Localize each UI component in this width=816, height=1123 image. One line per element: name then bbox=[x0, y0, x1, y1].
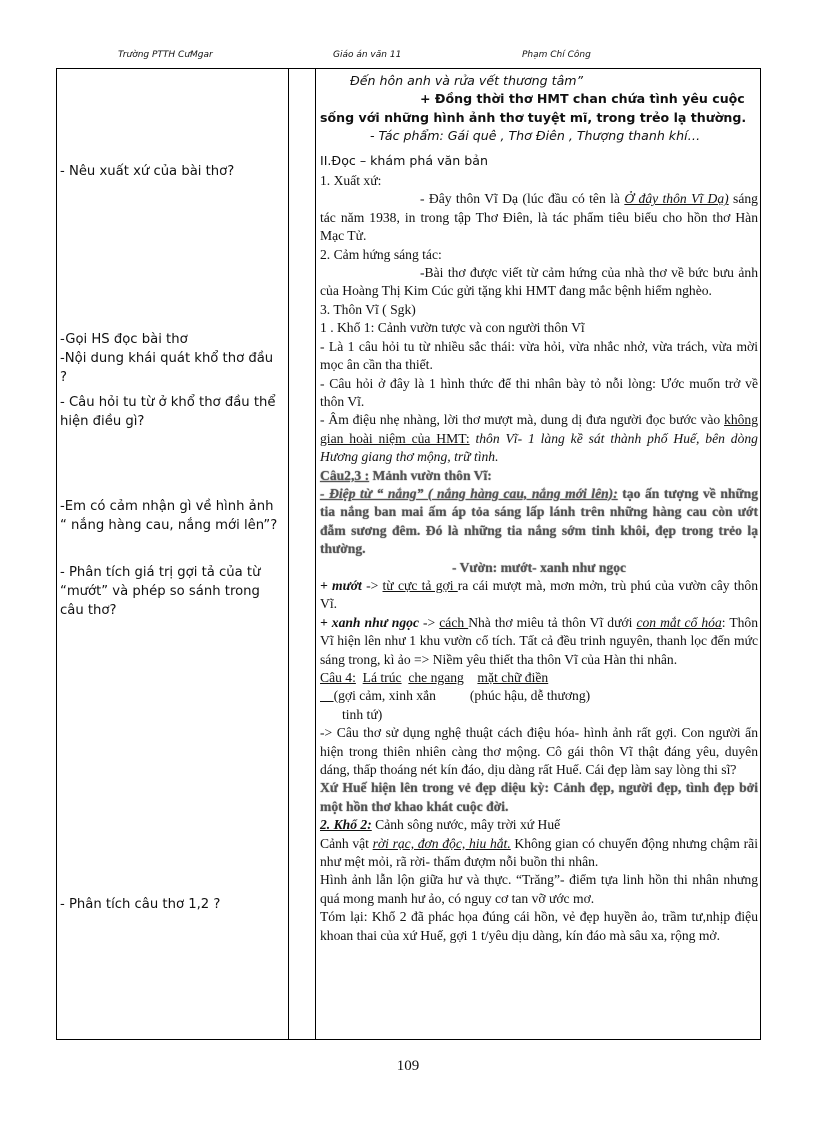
content-line: + xanh như ngọc -> cách Nhà thơ miêu tả thôn Vĩ dưới con mắt cổ hóa: Thôn Vĩ hiện lên như 1 khu vườn cổ tích. Tất cả đều trinh nguyên, thanh lọc đến mức sáng trong, kì ảo => Niềm yêu thiết tha thôn Vĩ của Hàn thi nhân. bbox=[320, 614, 759, 667]
content-line: tinh tứ) bbox=[342, 706, 383, 722]
section-heading: 1 . Khổ 1: Cảnh vườn tược và con người thôn Vĩ bbox=[320, 320, 585, 336]
content-line: (gợi cảm, xinh xắn (phúc hậu, dễ thương) bbox=[333, 688, 591, 704]
question-item: -Gọi HS đọc bài thơ bbox=[60, 332, 188, 347]
question-item: - Phân tích câu thơ 1,2 ? bbox=[60, 897, 221, 912]
content-line: -Bài thơ được viết từ cảm hứng của nhà thơ về bức bưu ảnh của Hoàng Thị Kim Cúc gửi tặng khi HMT đang mắc bệnh hiểm nghèo. bbox=[320, 265, 758, 299]
lesson-content bbox=[320, 72, 758, 945]
content-line: - Điệp từ “ nắng” ( nắng hàng cau, nắng mới lên): tạo ấn tượng về những tia nắng ban mai ấm áp tỏa sáng lấp lánh trên những hàng cau còn ướt đẫm sương đêm. Đó là những tia nắng sớm tinh khôi, đẹp trong trẻo lạ thường. bbox=[320, 485, 758, 557]
section-heading: 1. Xuất xứ: bbox=[320, 173, 382, 189]
header-author: Phạm Chí Công bbox=[522, 50, 591, 60]
content-line: + Đồng thời thơ HMT chan chứa tình yêu cuộc sống với những hình ảnh thơ tuyệt mĩ, trong trẻo lạ thường. bbox=[320, 91, 747, 125]
content-line: Cảnh vật rời rạc, đơn độc, hiu hắt. Không gian có chuyển động nhưng chậm rãi như mệt mỏi, rã rời- thấm đượm nỗi buồn thi nhân. bbox=[320, 835, 758, 870]
content-line: Tóm lại: Khổ 2 đã phác họa đúng cái hồn, vẻ đẹp huyền ảo, trầm tư,nhịp điệu khoan thai của xứ Huế, gợi 1 t/yêu dịu dàng, kín đáo mà sâu xa, rộng mở. bbox=[320, 909, 758, 943]
content-line: Hình ảnh lẫn lộn giữa hư và thực. “Trăng”- điểm tựa linh hồn thi nhân nhưng quá mong manh hư ảo, có nguy cơ tan vỡ ước mơ. bbox=[320, 872, 758, 906]
section-heading: II.Đọc – khám phá văn bản bbox=[320, 152, 488, 168]
content-line: - Vườn: mướt- xanh như ngọc bbox=[451, 559, 627, 575]
content-line: -> Câu thơ sử dụng nghệ thuật cách điệu hóa- hình ảnh rất gợi. Con người ẩn hiện trong thiên nhiên càng thơ mộng. Cô gái thôn Vĩ thật đáng yêu, duyên dáng, thấp thoáng nét kín đáo, dịu dàng rất Huế. Cái đẹp làm say lòng thi sĩ? bbox=[320, 725, 758, 778]
content-line: - Là 1 câu hỏi tu từ nhiều sắc thái: vừa hỏi, vừa nhắc nhở, vừa trách, vừa mời mọc ân cần tha thiết. bbox=[320, 338, 758, 373]
column-divider bbox=[315, 68, 316, 1040]
content-line: + mướt -> từ cực tả gợi ra cái mượt mà, mơn mởn, trù phú của vườn cây thôn Vĩ. bbox=[320, 577, 758, 612]
section-heading: Câu2,3 : Mảnh vườn thôn Vĩ: bbox=[320, 467, 492, 483]
page-number: 109 bbox=[396, 1058, 420, 1074]
header-school: Trường PTTH CưMgar bbox=[118, 50, 213, 60]
content-line: - Âm điệu nhẹ nhàng, lời thơ mượt mà, dung dị đưa người đọc bước vào không gian hoài niệm của HMT: thôn Vĩ- 1 làng kề sát thành phố Huế, bên dòng Hương giang thơ mộng, trữ tình. bbox=[320, 412, 758, 465]
question-item: - Câu hỏi tu từ ở khổ thơ đầu thể hiện điều gì? bbox=[60, 395, 276, 429]
column-divider bbox=[288, 68, 289, 1040]
question-item: - Nêu xuất xứ của bài thơ? bbox=[60, 164, 235, 179]
section-heading: 2. Khổ 2: Cảnh sông nước, mây trời xứ Huế bbox=[320, 817, 561, 833]
content-line: - Tác phẩm: Gái quê , Thơ Điên , Thượng thanh khí… bbox=[370, 128, 701, 144]
question-item: -Em có cảm nhận gì về hình ảnh “ nắng hàng cau, nắng mới lên”? bbox=[60, 499, 278, 533]
content-line: - Câu hỏi ở đây là 1 hình thức để thi nhân bày tỏ nỗi lòng: Ước muốn trở về thôn Vĩ. bbox=[320, 375, 758, 409]
header-subject: Giáo án văn 11 bbox=[333, 50, 402, 60]
section-heading: 3. Thôn Vĩ ( Sgk) bbox=[320, 301, 416, 317]
content-line: Xứ Huế hiện lên trong vẻ đẹp diệu kỳ: Cảnh đẹp, người đẹp, tình đẹp bởi một hồn thơ khao khát cuộc đời. bbox=[320, 780, 758, 814]
section-heading: 2. Cảm hứng sáng tác: bbox=[320, 246, 442, 262]
question-item: - Phân tích giá trị gợi tả của từ “mướt” và phép so sánh trong câu thơ? bbox=[60, 565, 261, 618]
question-item: -Nội dung khái quát khổ thơ đầu ? bbox=[60, 351, 274, 385]
content-line bbox=[320, 127, 758, 145]
content-line: Đến hôn anh và rửa vết thương tâm” bbox=[350, 73, 584, 88]
page-header bbox=[0, 50, 816, 66]
content-line: - Đây thôn Vĩ Dạ (lúc đầu có tên là Ở đây thôn Vĩ Dạ) sáng tác năm 1938, in trong tập Thơ Điên, là tác phẩm tiêu biểu cho hồn thơ Hàn Mạc Tử. bbox=[320, 191, 758, 244]
content-line: Câu 4: Lá trúc che ngang mặt chữ điền bbox=[320, 670, 549, 685]
